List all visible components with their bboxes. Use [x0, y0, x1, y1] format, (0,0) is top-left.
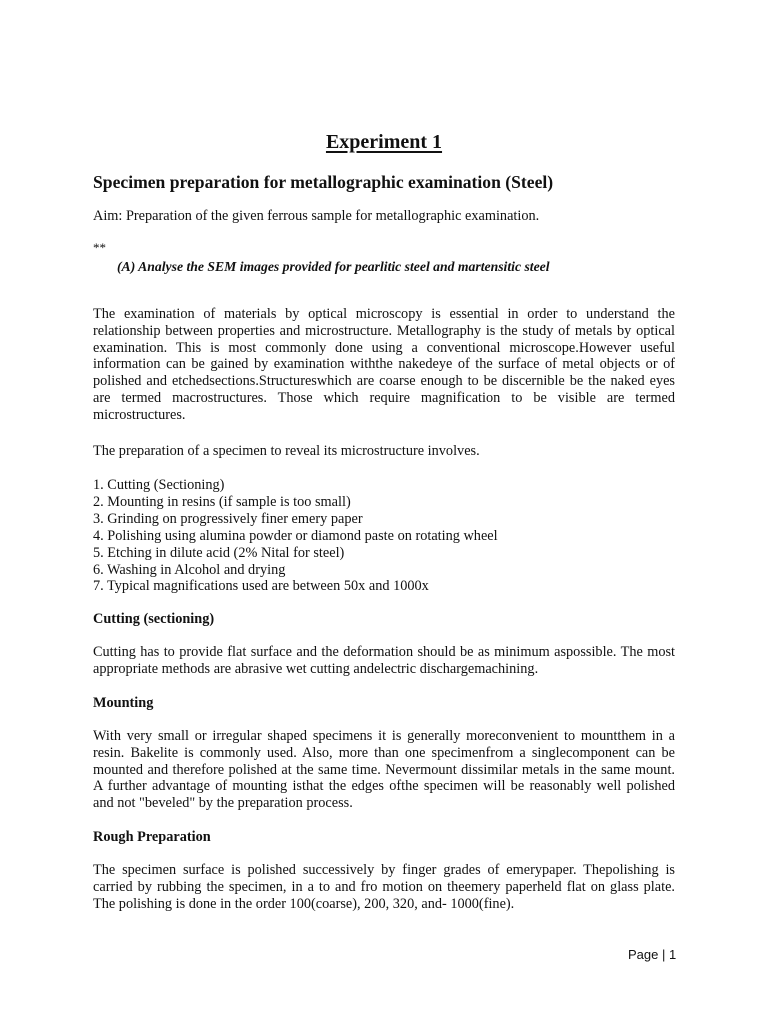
list-item: 2. Mounting in resins (if sample is too small): [93, 493, 351, 510]
document-subtitle: Specimen preparation for metallographic examination (Steel): [93, 172, 554, 192]
section-body-cutting: Cutting has to provide flat surface and the deformation should be as minimum aspossible. The most appropriate methods are abrasive wet cutting andelectric dischargemachining.: [93, 644, 675, 677]
list-item: 1. Cutting (Sectioning): [93, 477, 225, 493]
section-heading-cutting: Cutting (sectioning): [93, 611, 215, 627]
page-title: Experiment 1: [325, 131, 443, 153]
list-item: 7. Typical magnifications used are between 50x and 1000x: [93, 578, 429, 595]
aim-statement: Aim: Preparation of the given ferrous sample for metallographic examination.: [93, 208, 540, 224]
section-body-rough: The specimen surface is polished successively by finger grades of emerypaper. Thepolishing is carried by rubbing the specimen, in a to and fro motion on theemery paperheld flat on glass plate. The polishing is done in the order 100(coarse), 200, 320, and- 1000(fine).: [93, 862, 675, 912]
section-heading-mounting: Mounting: [93, 695, 154, 711]
intro-paragraph: The examination of materials by optical microscopy is essential in order to understand the relationship between properties and microstructure. Metallography is the study of metals by optical examination. This is most commonly done using a conventional microscope.However useful information can be gained by examination withthe nakedeye of the surface of metal objects or of polished and etchedsections.Structureswhich are coarse enough to be discernible be the naked eyes are termed macrostructures. Those which require magnification to be visible are termed microstructures.: [93, 306, 675, 423]
list-item: 6. Washing in Alcohol and drying: [93, 561, 286, 578]
steps-intro: The preparation of a specimen to reveal its microstructure involves.: [93, 443, 480, 459]
section-body-mounting: With very small or irregular shaped specimens it is generally moreconvenient to mountthem in a resin. Bakelite is commonly used. Also, more than one specimenfrom a singlecomponent can be mounted and therefore polished at the same time. Nevermount dissimilar metals in the same mount. A further advantage of mounting isthat the edges ofthe specimen will be reasonably well polished and not "beveled" by the preparation process.: [93, 728, 675, 812]
steps-list: [93, 477, 498, 595]
task-statement: (A) Analyse the SEM images provided for pearlitic steel and martensitic steel: [117, 259, 550, 274]
section-heading-rough: Rough Preparation: [93, 829, 211, 845]
asterisk-marker: **: [93, 240, 106, 255]
list-item: 5. Etching in dilute acid (2% Nital for steel): [93, 544, 345, 561]
list-item: 4. Polishing using alumina powder or diamond paste on rotating wheel: [93, 527, 498, 544]
page-number: Page | 1: [628, 947, 677, 962]
list-item: 3. Grinding on progressively finer emery paper: [93, 510, 363, 527]
